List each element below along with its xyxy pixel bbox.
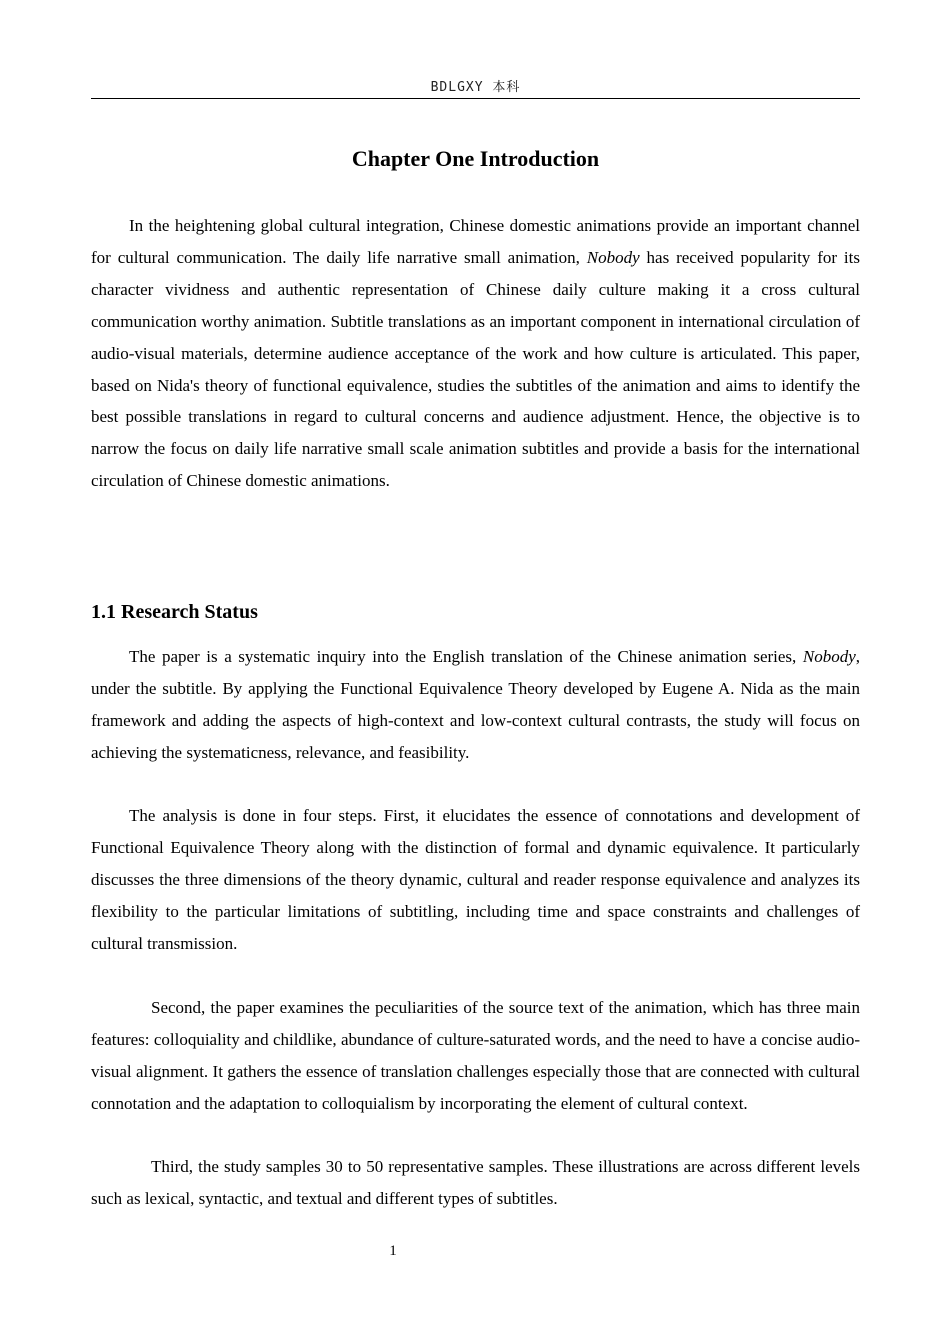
header-rule	[91, 98, 860, 99]
research-paragraph-1-text-2: , under the subtitle. By applying the Functional Equivalence Theory developed by Eugene A. Nida as the main framework and adding the aspects of high-context and low-context cultural contrasts, the study will focus on achieving the systematicness, relevance, and feasibility.	[91, 647, 860, 762]
research-paragraph-4: Third, the study samples 30 to 50 representative samples. These illustrations are across different levels such as lexical, syntactic, and textual and different types of subtitles.	[91, 1157, 860, 1208]
work-title-nobody: Nobody	[586, 247, 640, 267]
intro-paragraph-text-2: has received popularity for its character vividness and authentic representation of Chinese daily culture making it a cross cultural communication worthy animation. Subtitle translations as an important component in international circulation of audio-visual materials, determine audience acceptance of the work and how culture is articulated. This paper, based on Nida's theory of functional equivalence, studies the subtitles of the animation and aims to identify the best possible translations in regard to cultural concerns and audience adjustment. Hence, the objective is to narrow the focus on daily life narrative small scale animation subtitles and provide a basis for the international circulation of Chinese domestic animations.	[91, 247, 860, 491]
work-title-nobody-2: Nobody	[802, 647, 856, 666]
section-heading-research-status: 1.1 Research Status	[91, 601, 258, 623]
research-paragraph-2: The analysis is done in four steps. First, it elucidates the essence of connotations and development of Functional Equivalence Theory along with the distinction of formal and dynamic equivalence. It particularly discusses the three dimensions of the theory dynamic, cultural and reader response equivalence and analyzes its flexibility to the particular limitations of subtitling, including time and space constraints and challenges of cultural transmission.	[91, 806, 860, 953]
research-paragraph-3: Second, the paper examines the peculiarities of the source text of the animation, which has three main features: colloquiality and childlike, abundance of culture-saturated words, and the need to have a concise audio-visual alignment. It gathers the essence of translation challenges especially those that are connected with cultural connotation and the adaptation to colloquialism by incorporating the element of cultural context.	[91, 998, 860, 1113]
chapter-title: Chapter One Introduction	[351, 146, 600, 171]
research-paragraph-1-text-1: The paper is a systematic inquiry into the English translation of the Chinese animation series,	[129, 647, 803, 666]
running-header: BDLGXY 本科	[430, 80, 521, 95]
intro-paragraph-text-1: In the heightening global cultural integration, Chinese domestic animations provide an important channel for cultural communication. The daily life narrative small animation,	[91, 216, 860, 267]
page-number: 1	[389, 1243, 397, 1259]
intro-paragraph	[91, 210, 860, 497]
research-paragraph-1	[91, 641, 860, 769]
